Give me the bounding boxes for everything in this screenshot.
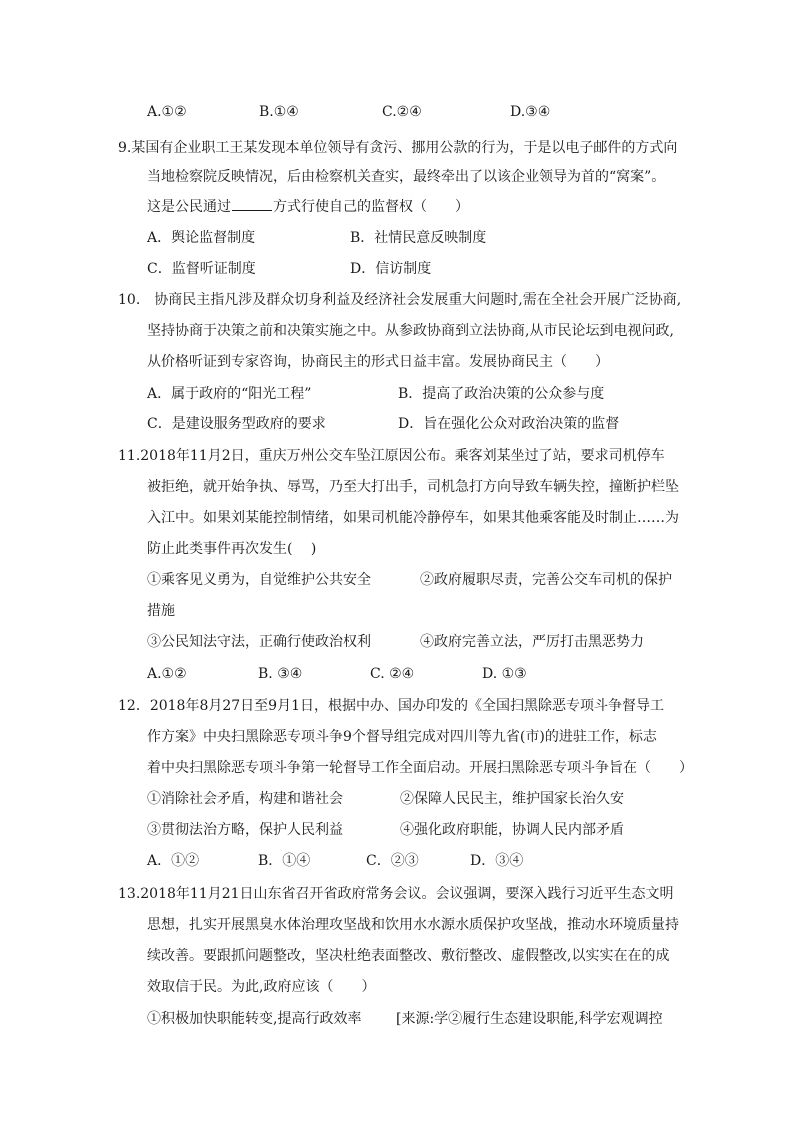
q9-option-b: B．社情民意反映制度 <box>350 230 487 246</box>
q10-line-1: 10. 协商民主指凡涉及群众切身利益及经济社会发展重大问题时,需在全社会开展广泛协商, <box>118 292 682 308</box>
q10-option-b: B．提高了政治决策的公众参与度 <box>398 386 605 402</box>
q13-item-2: [来源:学②履行生态建设职能,科学宏观调控 <box>396 1011 663 1027</box>
q8-option-b: B.①④ <box>259 104 299 120</box>
q11-item-2-cont: 措施 <box>147 603 175 619</box>
q12-item-1: ①消除社会矛盾，构建和谐社会 <box>147 791 343 807</box>
q10-line-3: 从价格听证到专家咨询，协商民主的形式日益丰富。发展协商民主（ ） <box>147 354 609 370</box>
q9-line-1: 9.某国有企业职工王某发现本单位领导有贪污、挪用公款的行为，于是以电子邮件的方式向 <box>118 140 678 156</box>
q9-line-2: 当地检察院反映情况，后由检察机关查实，最终牵出了以该企业领导为首的“窝案”。 <box>147 169 666 185</box>
q12-item-4: ④强化政府职能，协调人民内部矛盾 <box>400 822 624 838</box>
q8-option-d: D.③④ <box>510 104 551 120</box>
q11-option-c: C. ②④ <box>370 666 415 682</box>
q11-option-b: B. ③④ <box>258 666 303 682</box>
q11-item-1: ①乘客见义勇为，自觉维护公共安全 <box>147 572 371 588</box>
q11-line-4: 防止此类事件再次发生( ) <box>147 541 317 557</box>
q10-line-2: 坚持协商于决策之前和决策实施之中。从参政协商到立法协商,从市民论坛到电视问政, <box>147 323 674 339</box>
q12-option-d: D．③④ <box>470 853 524 869</box>
q11-option-a: A.①② <box>147 666 187 682</box>
q12-option-c: C．②③ <box>366 853 419 869</box>
q12-line-3: 着中央扫黑除恶专项斗争第一轮督导工作全面启动。开展扫黑除恶专项斗争旨在（ ） <box>147 760 693 776</box>
q13-item-1: ①积极加快职能转变,提高行政效率 <box>147 1011 362 1027</box>
q13-line-4: 效取信于民。为此,政府应该（ ） <box>147 979 376 995</box>
q9-line-3-pre: 这是公民通过 <box>147 199 231 215</box>
q9-option-c: C．监督听证制度 <box>147 261 256 277</box>
q13-line-1: 13.2018年11月21日山东省召开省政府常务会议。会议强调，要深入践行习近平生态文明 <box>118 886 674 902</box>
q12-item-2: ②保障人民民主，维护国家长治久安 <box>400 791 624 807</box>
q9-option-d: D．信访制度 <box>350 261 432 277</box>
q8-option-c: C.②④ <box>382 104 422 120</box>
q11-item-2: ②政府履职尽责，完善公交车司机的保护 <box>420 572 672 588</box>
q11-line-1: 11.2018年11月2日，重庆万州公交车坠江原因公布。乘客刘某坐过了站，要求司机停车 <box>118 448 665 464</box>
q11-line-2: 被拒绝，就开始争执、辱骂，乃至大打出手，司机急打方向导致车辆失控，撞断护栏坠 <box>147 479 679 495</box>
q11-option-d: D. ①③ <box>482 666 527 682</box>
q9-blank <box>232 196 272 211</box>
q10-option-a: A．属于政府的“阳光工程” <box>147 386 312 402</box>
q11-item-3: ③公民知法守法，正确行使政治权利 <box>147 634 371 650</box>
q8-option-a: A.①② <box>147 104 187 120</box>
q10-option-d: D．旨在强化公众对政治决策的监督 <box>398 416 620 432</box>
q12-line-1: 12．2018年8月27日至9月1日，根据中办、国办印发的《全国扫黑除恶专项斗争督导工 <box>118 698 664 714</box>
q12-option-a: A．①② <box>147 853 200 869</box>
q11-line-3: 入江中。如果刘某能控制情绪，如果司机能冷静停车，如果其他乘客能及时制止……为 <box>147 510 679 526</box>
q12-item-3: ③贯彻法治方略，保护人民利益 <box>147 822 343 838</box>
q9-option-a: A．舆论监督制度 <box>147 230 256 246</box>
q12-line-2: 作方案》中央扫黑除恶专项斗争9个督导组完成对四川等九省(市)的进驻工作，标志 <box>147 729 657 745</box>
q9-line-3-post: 方式行使自己的监督权（ ） <box>273 199 469 215</box>
q11-item-4: ④政府完善立法，严厉打击黑恶势力 <box>420 634 644 650</box>
q13-line-3: 续改善。要跟抓问题整改，坚决杜绝表面整改、敷衍整改、虚假整改,以实实在在的成 <box>147 948 670 964</box>
q10-option-c: C．是建设服务型政府的要求 <box>147 416 326 432</box>
q13-line-2: 思想，扎实开展黑臭水体治理攻坚战和饮用水水源水质保护攻坚战，推动水环境质量持 <box>147 917 679 933</box>
q9-line-3 <box>147 196 469 217</box>
q12-option-b: B．①④ <box>258 853 311 869</box>
